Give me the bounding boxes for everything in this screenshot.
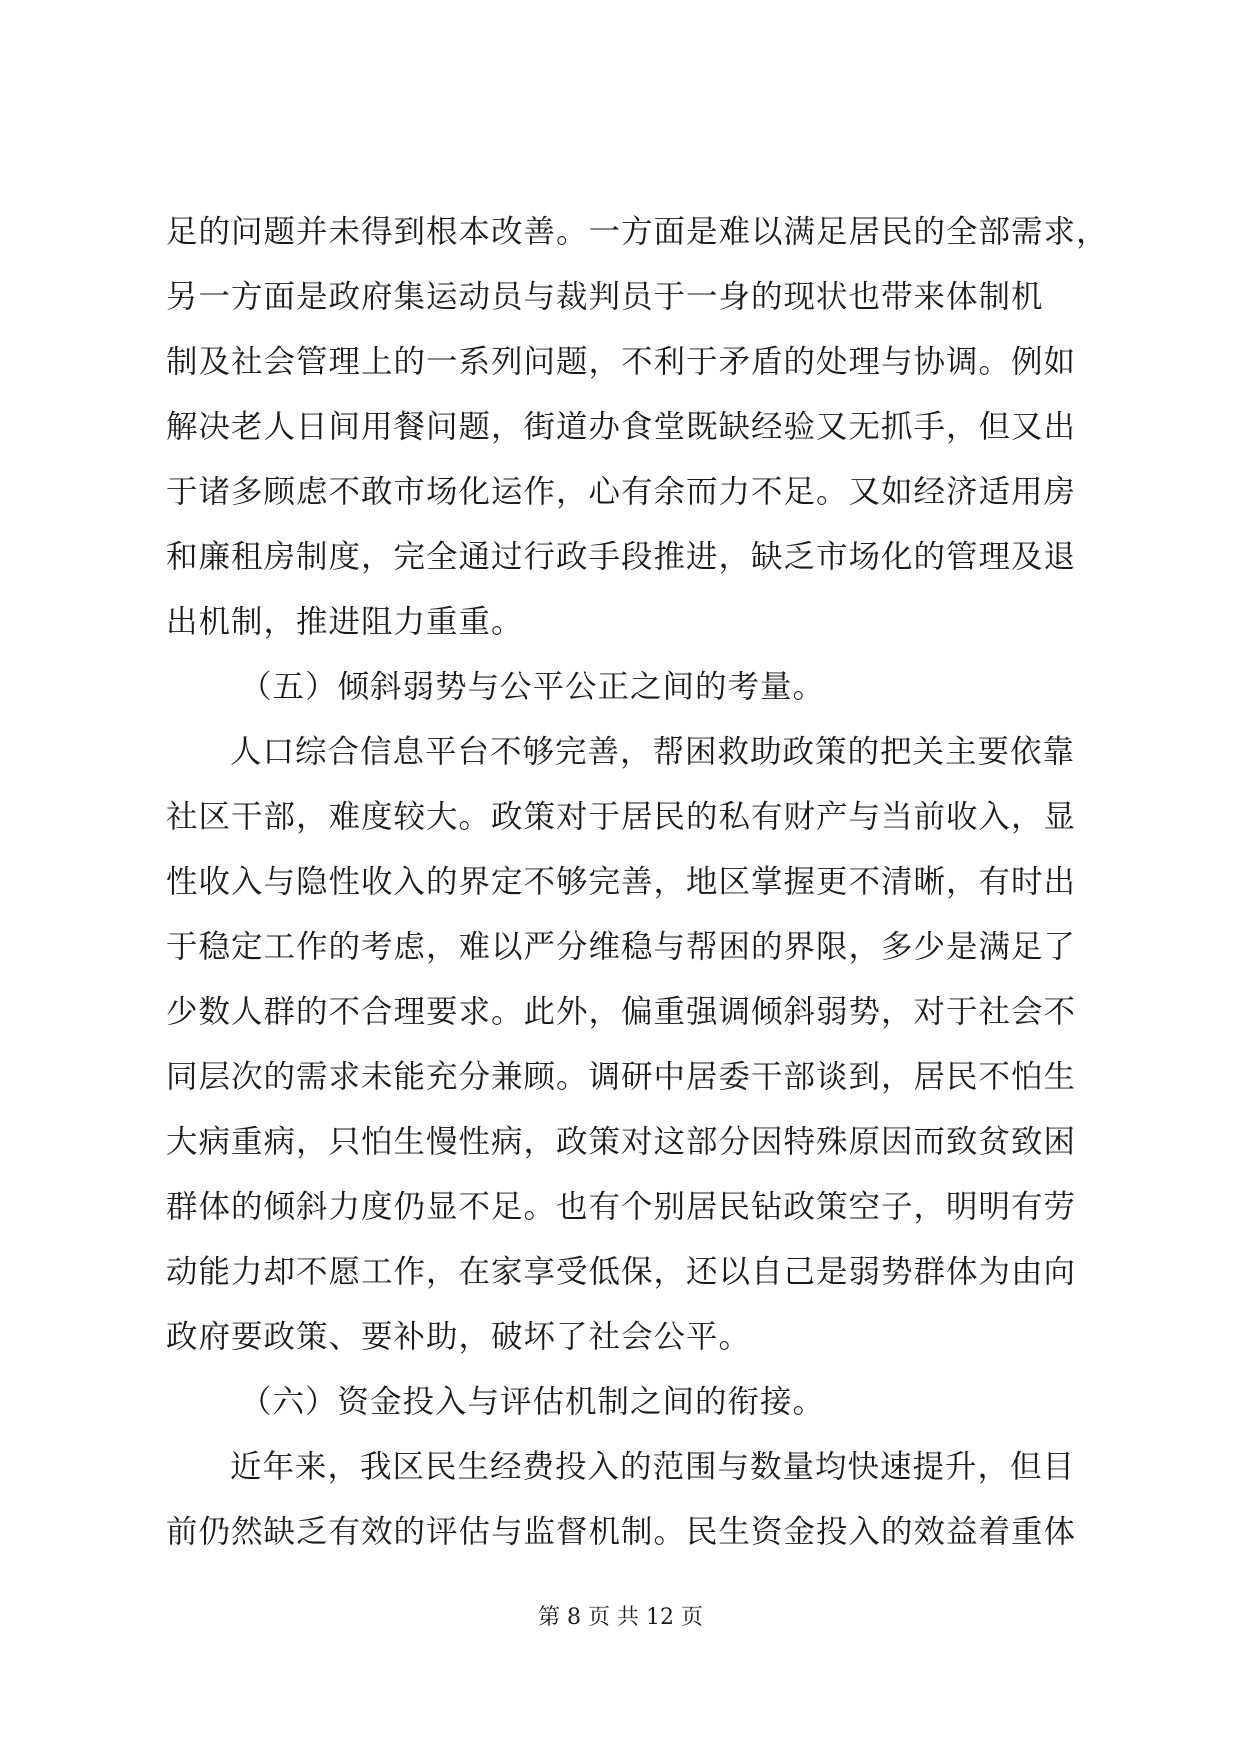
section-heading: （五）倾斜弱势与公平公正之间的考量。	[240, 669, 826, 705]
text-line: 出机制，推进阻力重重。	[166, 604, 524, 640]
text-line: 解决老人日间用餐问题，街道办食堂既缺经验又无抓手，但又出	[166, 409, 1077, 445]
page-footer: 第 8 页 共 12 页	[538, 1605, 703, 1630]
text-line: 同层次的需求未能充分兼顾。调研中居委干部谈到，居民不怕生	[166, 1059, 1077, 1095]
text-line: 于诸多顾虑不敢市场化运作，心有余而力不足。又如经济适用房	[166, 474, 1077, 510]
text-line: 少数人群的不合理要求。此外，偏重强调倾斜弱势，对于社会不	[166, 994, 1077, 1030]
text-line: 政府要政策、要补助，破坏了社会公平。	[166, 1319, 752, 1355]
paragraph-start-line: 人口综合信息平台不够完善，帮困救助政策的把关主要依靠	[230, 734, 1076, 770]
text-line: 另一方面是政府集运动员与裁判员于一身的现状也带来体制机	[166, 279, 1044, 315]
text-line: 动能力却不愿工作，在家享受低保，还以自己是弱势群体为由向	[166, 1254, 1077, 1290]
text-line: 前仍然缺乏有效的评估与监督机制。民生资金投入的效益着重体	[166, 1514, 1077, 1550]
text-line: 足的问题并未得到根本改善。一方面是难以满足居民的全部需求，	[166, 214, 1109, 250]
section-heading: （六）资金投入与评估机制之间的衔接。	[240, 1384, 826, 1420]
text-line: 制及社会管理上的一系列问题，不利于矛盾的处理与协调。例如	[166, 344, 1077, 380]
text-line: 群体的倾斜力度仍显不足。也有个别居民钻政策空子，明明有劳	[166, 1189, 1077, 1225]
paragraph-start-line: 近年来，我区民生经费投入的范围与数量均快速提升，但目	[230, 1449, 1076, 1485]
text-line: 于稳定工作的考虑，难以严分维稳与帮困的界限，多少是满足了	[166, 929, 1077, 965]
text-line: 社区干部，难度较大。政策对于居民的私有财产与当前收入，显	[166, 799, 1077, 835]
text-line: 性收入与隐性收入的界定不够完善，地区掌握更不清晰，有时出	[166, 864, 1077, 900]
text-line: 大病重病，只怕生慢性病，政策对这部分因特殊原因而致贫致困	[166, 1124, 1077, 1160]
document-body	[166, 200, 1109, 1565]
text-line: 和廉租房制度，完全通过行政手段推进，缺乏市场化的管理及退	[166, 539, 1077, 575]
